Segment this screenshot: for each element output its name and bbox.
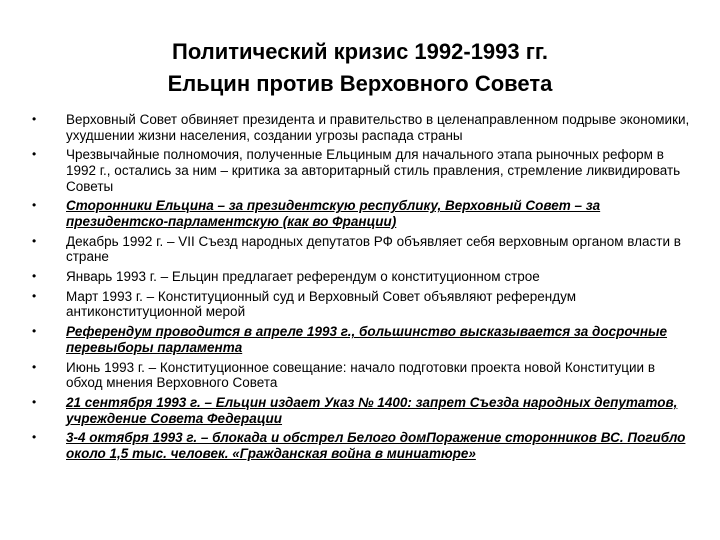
bullet-dot-icon: •	[32, 269, 37, 284]
title-line-1: Политический кризис 1992-1993 гг.	[172, 39, 548, 64]
bullet-text: Июнь 1993 г. – Конституционное совещание: начало подготовки проекта новой Конституции в обход мнения Верховного Совета	[66, 359, 656, 391]
bullet-text: Март 1993 г. – Конституционный суд и Верховный Совет объявляют референдум антиконституционной мерой	[66, 288, 576, 320]
bullet-dot-icon: •	[32, 324, 37, 339]
title-line-2: Ельцин против Верховного Совета	[167, 71, 553, 96]
bullet-item	[32, 395, 692, 426]
bullet-text: Референдум проводится в апреле 1993 г., большинство высказывается за досрочные перевыборы парламента	[66, 324, 668, 355]
bullet-item	[32, 269, 692, 285]
bullet-dot-icon: •	[32, 112, 37, 126]
bullet-text: 3-4 октября 1993 г. – блокада и обстрел Белого домПоражение сторонников ВС. Погибло около 1,5 тыс. человек. «Гражданская война в миниатюре»	[66, 430, 686, 461]
bullet-item	[32, 147, 692, 194]
bullet-item	[32, 324, 692, 355]
bullet-item	[32, 234, 692, 265]
bullet-item	[32, 289, 692, 320]
slide-title	[60, 36, 660, 100]
bullet-dot-icon: •	[32, 233, 37, 248]
bullet-dot-icon: •	[32, 288, 37, 303]
bullet-dot-icon: •	[32, 430, 37, 445]
bullet-item	[32, 430, 692, 461]
bullet-dot-icon: •	[32, 395, 37, 409]
bullet-text: Январь 1993 г. – Ельцин предлагает референдум о конституционном строе	[66, 269, 540, 285]
bullet-item	[32, 360, 692, 391]
bullet-dot-icon: •	[32, 147, 37, 162]
bullet-text: Верховный Совет обвиняет президента и правительство в целенаправленном подрыве экономики, ухудшении жизни населения, создании угрозы распада страны	[66, 112, 690, 143]
bullet-text: Чрезвычайные полномочия, полученные Ельциным для начального этапа рыночных реформ в 1992 г., остались за ним – критика за авторитарный стиль правления, стремление ликвидировать Советы	[66, 147, 681, 194]
bullet-list	[32, 112, 692, 466]
bullet-item	[32, 198, 692, 229]
bullet-text: Декабрь 1992 г. – VII Съезд народных депутатов РФ объявляет себя верховным органом власти в стране	[66, 233, 681, 265]
bullet-dot-icon: •	[32, 359, 37, 374]
bullet-item	[32, 112, 692, 143]
bullet-dot-icon: •	[32, 198, 37, 213]
bullet-text: 21 сентября 1993 г. – Ельцин издает Указ № 1400: запрет Съезда народных депутатов, учреждение Совета Федерации	[66, 395, 678, 426]
bullet-text: Сторонники Ельцина – за президентскую республику, Верховный Совет – за президентско-парламентскую (как во Франции)	[66, 198, 601, 229]
